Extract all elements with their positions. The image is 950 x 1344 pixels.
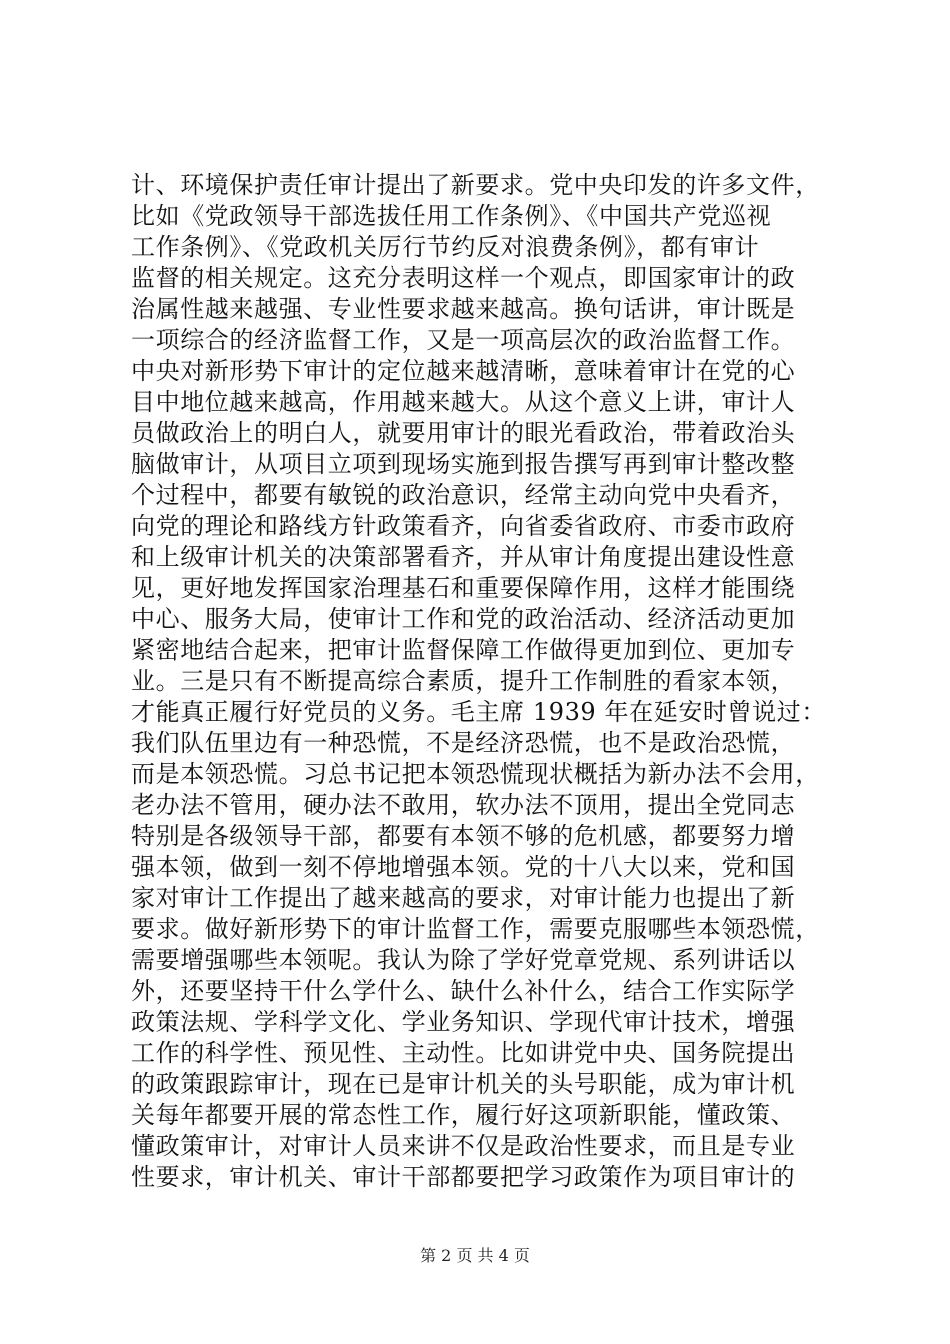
text-line: 而是本领恐慌。习总书记把本领恐慌现状概括为新办法不会用，: [131, 760, 820, 788]
text-line: 工作条例》、《党政机关厉行节约反对浪费条例》，都有审计: [131, 233, 760, 261]
text-line: 中心、服务大局，使审计工作和党的政治活动、经济活动更加: [131, 605, 796, 633]
text-line: 监督的相关规定。这充分表明这样一个观点，即国家审计的政: [131, 264, 796, 292]
text-line: 计、环境保护责任审计提出了新要求。党中央印发的许多文件，: [131, 171, 820, 199]
text-line: 特别是各级领导干部，都要有本领不够的危机感，都要努力增: [131, 822, 796, 850]
text-line: 工作的科学性、预见性、主动性。比如讲党中央、国务院提出: [131, 1039, 796, 1067]
text-line: 强本领，做到一刻不停地增强本领。党的十八大以来，党和国: [131, 853, 796, 881]
text-line: 外，还要坚持干什么学什么、缺什么补什么，结合工作实际学: [131, 977, 796, 1005]
text-line: 关每年都要开展的常态性工作，履行好这项新职能，懂政策、: [131, 1101, 796, 1129]
text-line: 个过程中，都要有敏锐的政治意识，经常主动向党中央看齐，: [131, 481, 796, 509]
text-line: 脑做审计，从项目立项到现场实施到报告撰写再到审计整改整: [131, 450, 796, 478]
text-line: 才能真正履行好党员的义务。毛主席 1939 年在延安时曾说过：: [131, 698, 826, 726]
text-line: 员做政治上的明白人，就要用审计的眼光看政治，带着政治头: [131, 419, 796, 447]
text-line: 中央对新形势下审计的定位越来越清晰，意味着审计在党的心: [131, 357, 796, 385]
text-line: 向党的理论和路线方针政策看齐，向省委省政府、市委市政府: [131, 512, 796, 540]
text-line: 目中地位越来越高，作用越来越大。从这个意义上讲，审计人: [131, 388, 796, 416]
text-line: 懂政策审计，对审计人员来讲不仅是政治性要求，而且是专业: [131, 1132, 796, 1160]
text-line: 政策法规、学科学文化、学业务知识、学现代审计技术，增强: [131, 1008, 796, 1036]
text-line: 要求。做好新形势下的审计监督工作，需要克服哪些本领恐慌，: [131, 915, 820, 943]
text-line: 见，更好地发挥国家治理基石和重要保障作用，这样才能围绕: [131, 574, 796, 602]
page-number-footer: 第 2 页 共 4 页: [420, 1246, 530, 1265]
text-line: 老办法不管用，硬办法不敢用，软办法不顶用，提出全党同志: [131, 791, 796, 819]
text-line: 治属性越来越强、专业性要求越来越高。换句话讲，审计既是: [131, 295, 796, 323]
text-line: 的政策跟踪审计，现在已是审计机关的头号职能，成为审计机: [131, 1070, 796, 1098]
text-line: 需要增强哪些本领呢。我认为除了学好党章党规、系列讲话以: [131, 946, 796, 974]
document-body: [131, 170, 831, 1193]
text-line: 家对审计工作提出了越来越高的要求，对审计能力也提出了新: [131, 884, 796, 912]
text-line: 性要求，审计机关、审计干部都要把学习政策作为项目审计的: [131, 1163, 796, 1191]
text-line: 紧密地结合起来，把审计监督保障工作做得更加到位、更加专: [131, 636, 796, 664]
text-line: 业。三是只有不断提高综合素质，提升工作制胜的看家本领，: [131, 667, 796, 695]
text-line: 比如《党政领导干部选拔任用工作条例》、《中国共产党巡视: [131, 202, 772, 230]
text-line: 我们队伍里边有一种恐慌，不是经济恐慌，也不是政治恐慌，: [131, 729, 796, 757]
text-line: 一项综合的经济监督工作，又是一项高层次的政治监督工作。: [131, 326, 796, 354]
text-line: 和上级审计机关的决策部署看齐，并从审计角度提出建设性意: [131, 543, 796, 571]
